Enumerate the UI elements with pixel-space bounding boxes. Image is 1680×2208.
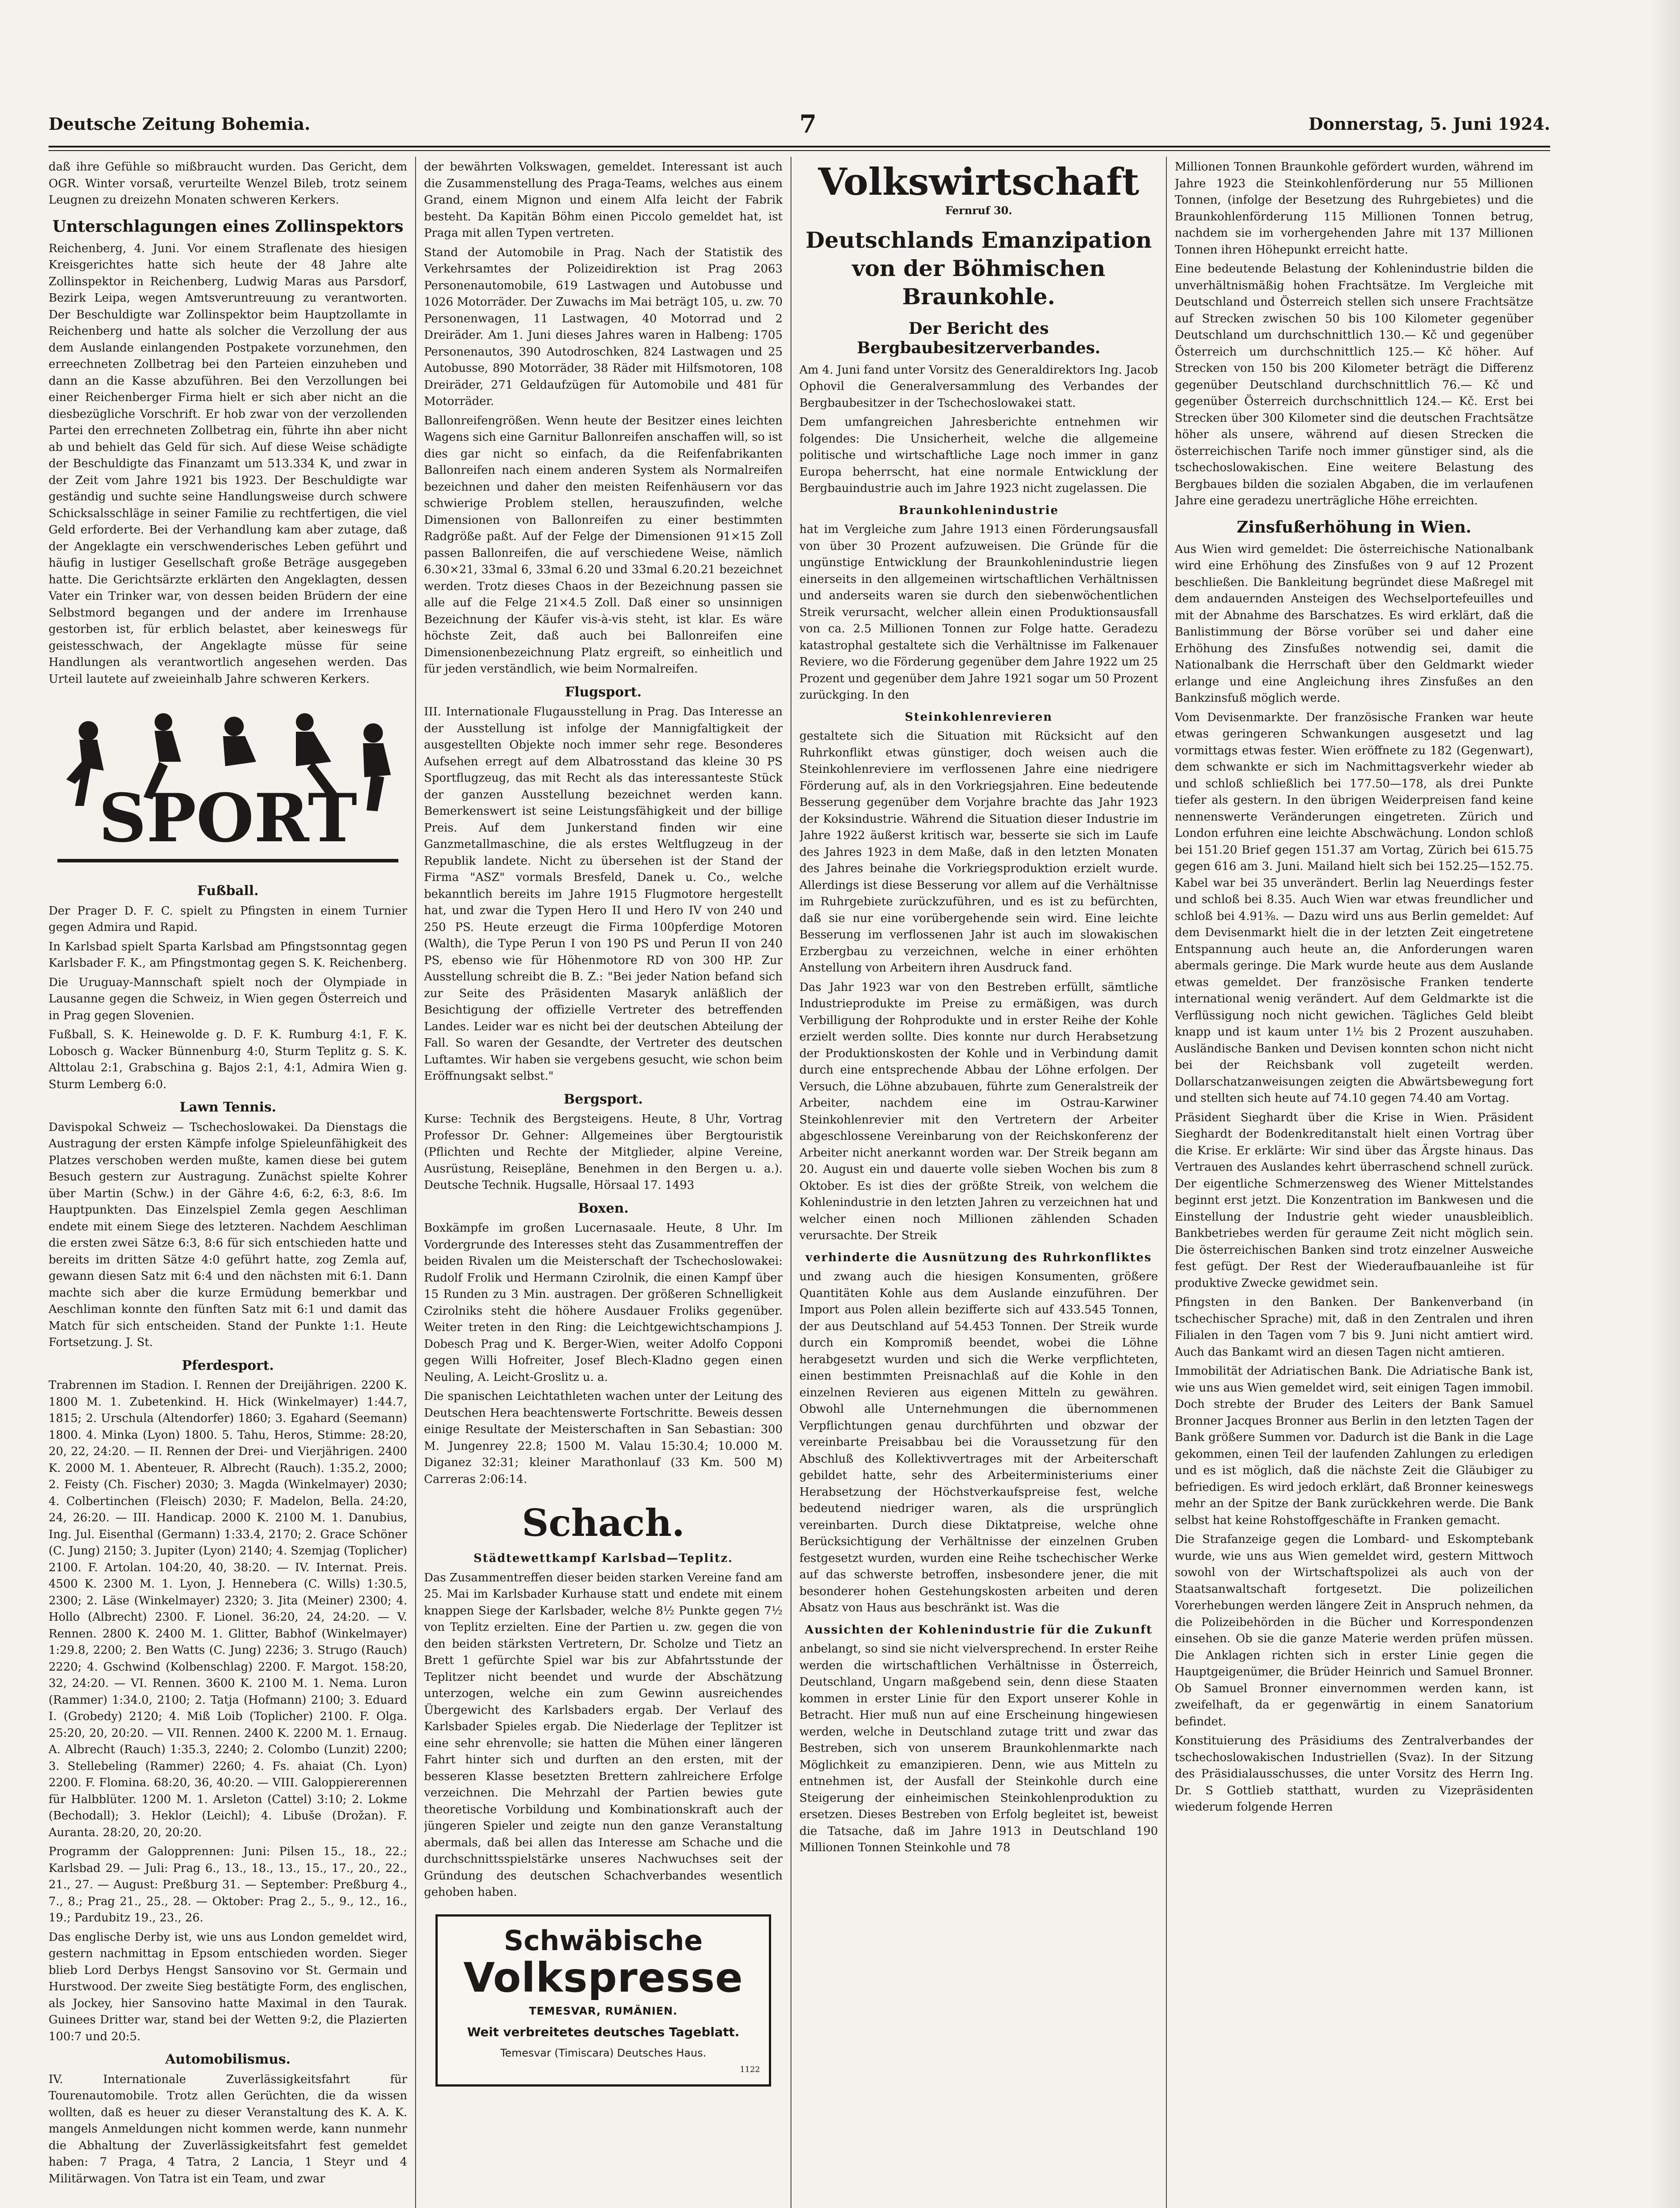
section-heading: Flugsport. (565, 684, 642, 700)
column-3 (799, 159, 1158, 2208)
chess-section-title: Schach. (522, 1501, 685, 1545)
article-text: Reichenberg, 4. Juni. Vor einem Straflenate des hiesigen Kreisgerichtes hatte sich heute der 48 Jahre alte Zollinspektor in Reichenberg, Ludwig Maras aus Parsdorf, Bezirk Leipa, wegen Amtsveruntreuung zu verantworten. Der Beschuldigte war Zollinspektor beim Hauptzollamte in Reichenberg und hatte als solcher die Verzollung der aus dem Auslande einlangenden Postpakete vorzunehmen, den erreechneten Zollbetrag bei den Parteien einzuheben und dann an die Kasse abzuführen. Bei den Verzollungen bei einer Reichenberger Firma hielt er sich aber nicht an die diesbezügliche Vorschrift. Er hob zwar von der verzollenden Partei den errechneten Zollbetrag ein, führte ihn aber nicht ab und behielt das Geld für sich. Auf diese Weise schädigte der Beschuldigte das Finanzamt um 513.334 K, und zwar in der Zeit vom Jahre 1921 bis 1923. Der Beschuldigte war geständig und suchte seine Handlungsweise durch schwere Schicksalsschläge in seiner Familie zu rechtfertigen, die viel Geld erforderte. Bei der Verhandlung kam aber zutage, daß der Angeklagte ein verschwenderisches Leben geführt und häufig in lustiger Gesellschaft große Beträge ausgegeben hatte. Die Gerichtsärzte erklärten den Angeklagten, dessen Vater ein Trinker war, von dessen beiden Brüdern der eine Selbstmord begangen und der andere im Irrenhause gestorben ist, für erblich belastet, aber keineswegs für geistesschwach, der Angeklagte müsse für seine Handlungen als verantwortlich angesehen werden. Das Urteil lautete auf zweieinhalb Jahre schweren Kerkers. (49, 242, 407, 686)
article-text: Die spanischen Leichtathleten wachen unter der Leitung des Deutschen Hera beachtenswerte Fortschritte. Beweis dessen einige Resultate der Meisterschaften in San Sebastian: 300 M. Jungenrey 22.8; 1500 M. Valau 15:30.4; 10.000 M. Diganez 32:31; kleiner Marathonlauf (33 Km. 500 M) Carreras 2:06:14. (424, 1390, 783, 1486)
column-divider (415, 157, 416, 2208)
article-text: Das Jahr 1923 war von den Bestreben erfüllt, sämtliche Industrieprodukte im Preise zu ermäßigen, was durch Verbilligung der Rohprodukte und in erster Reihe der Kohle erzielt werden sollte. Dies konnte nur durch Herabsetzung der Produktionskosten der Kohle und in Verbindung damit durch eine entsprechende Abbau der Löhne erfolgen. Der Versuch, die Löhne abzubauen, führte zum Generalstreik der Arbeiter, nachdem eine im Ostrau-Karwiner Steinkohlenrevier mit den Vertretern der Arbeiter abgeschlossene Vereinbarung von der Reichskonferenz der Arbeiter nicht anerkannt worden war. Der Streik begann am 20. August ein und dauerte volle sieben Wochen bis zum 8 Oktober. Es ist dies der größte Streik, von welchem die Kohlenindustrie in den letzten Jahren zu verzeichnen hat und welcher einen noch Millionen zählenden Schaden verursachte. Der Streik (799, 980, 1158, 1242)
article-text: Trabrennen im Stadion. I. Rennen der Dreijährigen. 2200 K. 1800 M. 1. Zubetenkind. H. Hick (Winkelmayer) 1:44.7, 1815; 2. Urschula (Altendorfer) 1860; 3. Egahard (Seemann) 1800. 4. Minka (Lyon) 1800. 5. Tahu, Heros, Stimme: 28:20, 20, 22, 24:20. — II. Rennen der Drei- und Vierjährigen. 2400 K. 2000 M. 1. Abenteuer, R. Albrecht (Rauch). 1:35.2, 2000; 2. Feisty (Ch. Fischer) 2030; 3. Magda (Winkelmayer) 2030; 4. Colbertinchen (Fleisch) 2030; F. Madelon, Bella. 24:20, 24, 26:20. — III. Handicap. 2000 K. 2100 M. 1. Danubius, Ing. Jul. Eisenthal (Germann) 1:33.4, 2170; 2. Grace Schöner (C. Jung) 2150; 3. Jupiter (Lyon) 2140; 4. Szemjag (Toplicher) 2100. F. Artolan. 104:20, 40, 38:20. — IV. Internat. Preis. 4500 K. 2300 M. 1. Lyon, J. Hennebera (C. Wills) 1:30.5, 2300; 2. Läse (Winkelmayer) 2320; 3. Jita (Meiner) 2300; 4. Hollo (Albrecht) 2300. F. Lionel. 36:20, 24, 24:20. — V. Rennen. 2800 K. 2400 M. 1. Glitter, Babhof (Winkelmayer) 1:29.8, 2200; 2. Ben Watts (C. Jung) 2236; 3. Strugo (Rauch) 2220; 4. Gschwind (Kolbenschlag) 2200. F. Margot. 158:20, 32, 24:20. — VI. Rennen. 3600 K. 2100 M. 1. Nema. Luron (Rammer) 1:34.0, 2100; 2. Tatja (Hofmann) 2100; 3. Eduard I. (Grobedy) 2120; 4. Miß Loib (Toplicher) 2100. F. Olga. 25:20, 20, 20:20. — VII. Rennen. 2400 K. 2200 M. 1. Ernaug. A. Albrecht (Rauch) 1:35.3, 2240; 2. Colombo (Lunzit) 2200; 3. Stellebeling (Rammer) 2260; 4. Fs. ahaiat (Ch. Lyon) 2200. F. Flomina. 68:20, 36, 40:20. — VIII. Galoppiererennen für Halbblüter. 1200 M. 1. Arsleton (Cattel) 3:10; 2. Lokme (Bechodall); 3. Heklor (Leichl); 4. Libuše (Drožan). F. Auranta. 28:20, 20, 20:20. (49, 1379, 407, 1839)
article-text: Programm der Galopprennen: Juni: Pilsen 15., 18., 22.; Karlsbad 29. — Juli: Prag 6., 13., 18., 13., 15., 17., 20., 22., 21., 27. — August: Preßburg 31. — September: Preßburg 4., 7., 8.; Prag 21., 25., 28. — Oktober: Prag 2., 5., 9., 12., 16., 19.; Pardubitz 19., 23., 26. (49, 1845, 407, 1924)
header-rule (49, 146, 1550, 147)
section-phone: Fernruf 30. (945, 204, 1012, 217)
column-2 (424, 159, 783, 2208)
article-text: Ballonreifengrößen. Wenn heute der Besitzer eines leichten Wagens sich eine Garnitur Ballonreifen anschaffen will, so ist dies gar nicht so einfach, da die Reifenfabrikanten Ballonreifen nach einem anderen System als Normalreifen bezeichnen und daher den meisten Reifenhäusern vor das schwierige Problem stellen, herauszufinden, welche Dimensionen von Ballonreifen zu einer bestimmten Radgröße paßt. Auf der Felge der Dimensionen 91×15 Zoll passen Ballonreifen, die auf verschiedene Weise, nämlich 6.30×21, 33mal 6, 33mal 6.20 und 33mal 6.20.21 bezeichnet werden. Trotz dieses Chaos in der Bezeichnung passen sie alle auf die Felge 21×4.5 Zoll. Daß einer so unsinnigen Bezeichnung der Käufer vis-à-vis steht, ist klar. Es wäre höchste Zeit, daß auch bei Ballonreifen eine Dimensionenbezeichnung Platz ergreift, so einheitlich und für jeden verständlich, wie beim Normalreifen. (424, 414, 783, 676)
article-text: der bewährten Volkswagen, gemeldet. Interessant ist auch die Zusammenstellung des Praga-Teams, welches aus einem Grand, einem Mignon und einem Alfa leicht der Fabrik besteht. Da Kapitän Böhm einen Piccolo gemeldet hat, ist Praga mit allen Typen vertreten. (424, 160, 783, 240)
article-text: In Karlsbad spielt Sparta Karlsbad am Pfingstsonntag gegen Karlsbader F. K., am Pfingstmontag gegen S. K. Reichenberg. (49, 940, 407, 970)
article-text: Konstituierung des Präsidiums des Zentralverbandes der tschechoslowakischen Industriellen (Svaz). In der Sitzung des Präsidialausschusses, die unter Vorsitz des Herrn Ing. Dr. S Gottlieb statthatt, wurden zu Vizepräsidenten wiederum folgende Herren (1175, 1734, 1533, 1814)
sport-banner (49, 696, 407, 872)
article-text: Der Prager D. F. C. spielt zu Pfingsten in einem Turnier gegen Admira und Rapid. (49, 904, 407, 934)
article-text: Pfingsten in den Banken. Der Bankenverband (in tschechischer Sprache) mit, daß in den Zentralen und ihren Filialen in den Tagen vom 7 bis 9. Juni nicht amtiert wird. Auch das Bankamt wird an diesen Tagen nicht amtieren. (1175, 1296, 1533, 1359)
article-headline: Deutschlands Emanzipation von der Böhmischen Braunkohle. (805, 227, 1152, 310)
page-edge-shadow (1649, 0, 1680, 2208)
ad-title-line2: Volkspresse (463, 1954, 743, 2001)
ad-address: Temesvar (Timiscara) Deutsches Haus. (500, 2046, 707, 2059)
article-text: Aus Wien wird gemeldet: Die österreichische Nationalbank wird eine Erhöhung des Zinsfußes von 9 auf 12 Prozent beschließen. Die Bankleitung begründet diese Maßregel mit dem andauernden Ansteigen des Wechselportefeuilles und mit der Abnahme des Barschatzes. Es wird erklärt, daß die Banlistimmung der Börse vorüber sei und daher eine Erhöhung des Zinsfußes notwendig sei, damit die Nationalbank die Herrschaft über den Geldmarkt wieder erlange und eine Angleichung ihres Zinsfußes an den Bankzinsfuß möglich werde. (1175, 542, 1533, 705)
article-text: Davispokal Schweiz — Tschechoslowakei. Da Dienstags die Austragung der ersten Kämpfe infolge Spieleunfähigkeit des Platzes verschoben werden mußte, kamen diese bei gutem Besuch gestern zur Austragung. Zunächst spielte Kohrer über Martin (Schw.) in der Gähre 4:6, 6:2, 6:3, 8:6. Im Hauptpunkten. Das Einzelspiel Zemla gegen Aeschliman endete mit einem Siege des letzteren. Nachdem Aeschliman die ersten zwei Sätze 6:3, 8:6 für sich entschieden hatte und bereits im dritten Sätze 4:0 geführt hatte, zog Zemla auf, gewann diesen Satz mit 6:4 und den nächsten mit 6:1. Dann machte sich aber die kurze Ermüdung bemerkbar und Aeschliman konnte den fünften Satz mit 6:1 und damit das Match für sich entscheiden. Stand der Punkte 1:1. Heute Fortsetzung. J. St. (49, 1120, 407, 1349)
article-text: III. Internationale Flugausstellung in Prag. Das Interesse an der Ausstellung ist infolge der Mannigfaltigkeit der ausgestellten Objekte noch immer sehr rege. Besonderes Aufsehen erregt auf dem Albatrosstand das kleine 30 PS Sportflugzeug, das mit Recht als das interessanteste Stück der ganzen Ausstellung bezeichnet werden kann. Bemerkenswert ist seine Leistungsfähigkeit und der billige Preis. Auf dem Junkerstand finden wir eine Ganzmetallmaschine, die als erstes Weltflugzeug in der Republik landete. Nicht zu übersehen ist der Stand der Firma "ASZ" vormals Bresfeld, Danek u. Co., welche bekanntlich bereits im Jahre 1915 Flugmotore hergestellt hat, und zwar die Typen Hero II und Hero IV von 240 und 250 PS. Heute erzeugt die Firma 100pferdige Motoren (Walth), die Type Perun I von 190 PS und Perun II von 240 PS, ebenso wie für Höhenmotore RD von 300 HP. Zur Ausstellung schreibt die B. Z.: "Bei jeder Nation befand sich zur Seite des Präsidenten Masaryk anläßlich der Besichtigung der offizielle Vertreter des betreffenden Landes. Leider war es nicht bei der deutschen Abteilung der Fall. So waren der Gesandte, der Vertreter des deutschen Luftamtes. Wir haben sie vergebens gesucht, wie schon beim Eröffnungsakt selbst." (424, 705, 783, 1083)
article-text: Am 4. Juni fand unter Vorsitz des Generaldirektors Ing. Jacob Ophovil die Generalversammlung des Verbandes der Bergbaubesitzer in der Tschechoslowakei statt. (799, 363, 1158, 410)
issue-date: Donnerstag, 5. Juni 1924. (1308, 114, 1550, 134)
section-subheading: Aussichten der Kohlenindustrie für die Zukunft (805, 1623, 1153, 1637)
section-heading: Fußball. (197, 883, 259, 899)
article-text: Stand der Automobile in Prag. Nach der Statistik des Verkehrsamtes der Polizeidirektion ist Prag 2063 Personenautomobile, 619 Lastwagen und Autobusse und 1026 Motorräder. Der Zuwachs im Mai beträgt 105, u. zw. 70 Personenwagen, 11 Lastwagen, 40 Motorrad und 2 Dreiräder. Am 1. Juni dieses Jahres waren in Halbeng: 1705 Personenautos, 390 Autodroschken, 824 Lastwagen und 25 Autobusse, 890 Motorräder, 38 Räder mit Hilfsmotoren, 108 Dreiräder, 271 Geldaufzügen für Automobile und 481 für Motorräder. (424, 246, 783, 408)
article-text: Das englische Derby ist, wie uns aus London gemeldet wird, gestern nachmittag in Epsom entschieden worden. Sieger blieb Lord Derbys Hengst Sansovino vor St. Germain und Hurstwood. Der zweite Sieg bestätigte Form, des englischen, als Jockey, hier Sansovino hatte Maximal in den Taurak. Guinees Dritter war, stand bei der Wetten 9:2, die Plazierten 100:7 und 20:5. (49, 1930, 407, 2043)
section-title: Volkswirtschaft (818, 160, 1139, 204)
article-headline: Unterschlagungen eines Zollinspektors (52, 217, 404, 236)
header-rule-thin (49, 150, 1550, 151)
section-subheading: verhinderte die Ausnützung des Ruhrkonfliktes (806, 1251, 1152, 1264)
section-subheading: Städtewettkampf Karlsbad—Teplitz. (473, 1552, 733, 1565)
article-text: und zwang auch die hiesigen Konsumenten, größere Quantitäten Kohle aus dem Auslande einzuführen. Der Import aus Polen allein bezifferte sich auf 433.545 Tonnen, der aus Deutschland auf 54.453 Tonnen. Der Streik wurde durch ein Kompromiß beendet, wobei die Löhne herabgesetzt wurden und sich die Werke verpflichteten, einen bestimmten Preisnachlaß auf die Kohle in den einzelnen Revieren aus eigenen Mitteln zu gewähren. Obwohl alle Unternehmungen die übernommenen Verpflichtungen genau durchführten und obzwar der vereinbarte Preisabbau bei die Voraussetzung für den Abschluß des Kollektivvertrages mit der Arbeiterschaft gebildet hatte, sehr des Arbeiterministeriums einer Herabsetzung der Höchstverkaufspreise fest, welche bedeutend niedriger waren, als die ursprünglich vereinbarten. Durch diese Diktatpreise, welche ohne Berücksichtigung der Verhältnisse der einzelnen Gruben festgesetzt wurden, wurden eine Reihe tschechischer Werke auf das schwerste betroffen, insbesondere jener, die mit besonderer hohen Gestehungskosten arbeiten und deren Absatz von Haus aus beschränkt ist. Was die (799, 1270, 1158, 1614)
article-text: hat im Vergleiche zum Jahre 1913 einen Förderungsausfall von über 30 Prozent aufzuweisen. Die Gründe für die ungünstige Entwicklung der Braunkohlenindustrie liegen einerseits in den allgemeinen wirtschaftlichen Verhältnissen und anderseits waren sie durch den siebenwöchentlichen Streik verursacht, welcher allein einen Produktionsausfall von ca. 2.5 Millionen Tonnen zur Folge hatte. Geradezu katastrophal gestaltete sich die Verhältnisse im Falkenauer Reviere, wo die Förderung gegenüber dem Jahre 1922 um 25 Prozent und gegenüber dem Jahre 1921 sogar um 50 Prozent zurückging. In den (799, 523, 1158, 702)
section-subheading: Steinkohlenrevieren (904, 710, 1053, 724)
article-text: Das Zusammentreffen dieser beiden starken Vereine fand am 25. Mai im Karlsbader Kurhause statt und endete mit einem knappen Siege der Karlsbader, welche 8½ Punkte gegen 7½ von Teplitz erzielten. Eine der Partien u. zw. gegen die von den beiden stärksten Vertretern, Dr. Scholze und Tietz an Brett 1 gefürchte Spiel war bis zur Abfahrtsstunde der Teplitzer nicht beendet und wurde der Abschätzung unterzogen, welche ein zum Gewinn ausreichendes Übergewicht des Karlsbaders ergab. Der Verlauf des Karlsbader Spieles ergab. Die Niederlage der Teplitzer ist eine sehr ehrenvolle; sie hatten die Mühen einer längeren Fahrt hinter sich und durften an den ersten, mit der besseren Klasse besetzten Brettern zahlreichere Erfolge verzeichnen. Die Mehrzahl der Partien bewies gute theoretische Vorbildung und Kombinationskraft auch der jüngeren Spieler und zeigte nun den ganze Veranstaltung abermals, daß bei allen das Interesse am Schache und die durchschnittsspielstärke unseres Nachwuchses seit der Gründung des deutschen Schachverbandes wesentlich gehoben haben. (424, 1571, 783, 1899)
ad-location: TEMESVAR, RUMÄNIEN. (529, 2004, 678, 2017)
ad-number: 1122 (740, 2065, 760, 2074)
sport-banner-illustration (49, 696, 407, 872)
ad-tagline: Weit verbreitetes deutsches Tageblatt. (467, 2025, 740, 2039)
article-text: Dem umfangreichen Jahresberichte entnehmen wir folgendes: Die Unsicherheit, welche die allgemeine politische und wirtschaftliche Lage noch immer in ganz Europa beherrscht, hat eine normale Entwicklung der Bergbauindustrie auch im Jahre 1923 nicht zugelassen. Die (799, 416, 1158, 495)
article-subheadline: Der Bericht des Bergbaubesitzerverbandes. (857, 319, 1101, 357)
page-number: 7 (799, 110, 817, 139)
article-text: Immobilität der Adriatischen Bank. Die Adriatische Bank ist, wie uns aus Wien gemeldet wird, seit einigen Tagen immobil. Doch strebte der Bruder des Leiters der Bank Samuel Bronner Jacques Bronner aus Berlin in den letzten Tagen der Bank größere Summen vor. Dadurch ist die Bank in die Lage gekommen, einen Teil der laufenden Zahlungen zu erledigen und es ist möglich, daß die nächste Zeit die Gläubiger zu befriedigen. Es wird jedoch erklärt, daß Bronner keineswegs mehr an der Spitze der Bank zurückkehren werde. Die Bank selbst hat keine Rohstoffgeschäfte in Franken gemacht. (1175, 1365, 1533, 1527)
article-text: daß ihre Gefühle so mißbraucht wurden. Das Gericht, dem OGR. Winter vorsaß, verurteilte Wenzel Bileb, trotz seinem Leugnen zu dreizehn Monaten schweren Kerkers. (49, 160, 407, 207)
section-subheading: Braunkohlenindustrie (898, 503, 1059, 517)
section-heading: Lawn Tennis. (179, 1100, 276, 1115)
sport-banner-text: SPORT (98, 779, 357, 857)
article-text: Die Strafanzeige gegen die Lombard- und Eskomptebank wurde, wie uns aus Wien gemeldet wird, gestern Mittwoch sowohl von der Wirtschaftspolizei als auch von der Staatsanwaltschaft fortgesetzt. Die polizeilichen Vorerhebungen werden längere Zeit in Anspruch nehmen, da die Polizeibehörden in die Bücher und Korrespondenzen einsehen. Ob sie die ganze Materie werden prüfen müssen. Die Anklagen richten sich in erster Linie gegen die Hauptgeigenümer, die Brüder Heinrich und Samuel Bronner. Ob Samuel Bronner einvernommen werden kann, ist zweifelhaft, da er gegenwärtig in einem Sanatorium befindet. (1175, 1533, 1533, 1728)
article-text: anbelangt, so sind sie nicht vielversprechend. In erster Reihe werden die wirtschaftlichen Verhältnisse in Österreich, Deutschland, Ungarn maßgebend sein, denn diese Staaten kommen in erster Linie für den Export unserer Kohle in Betracht. Hier muß nun auf eine Erscheinung hingewiesen werden, welche in Deutschland zutage tritt und zwar das Bestreben, sich von unserem Braunkohlenmarkte nach Möglichkeit zu emanzipieren. Denn, wie aus Mitteln zu entnehmen ist, der Ausfall der Steinkohle durch eine Steigerung der einheimischen Steinkohlenproduktion zu ersetzen. Dieses Bestreben von Erfolg begleitet ist, beweist die Tatsache, daß im Jahre 1913 in Deutschland 190 Millionen Tonnen Steinkohle und 78 (799, 1642, 1158, 1854)
ad-title-line1: Schwäbische (503, 1924, 703, 1957)
article-text: Präsident Sieghardt über die Krise in Wien. Präsident Sieghardt der Bodenkreditanstalt hielt einen Vortrag über die Krise. Er erklärte: Wir sind über das Ärgste hinaus. Das Vertrauen des Auslandes kehrt überraschend schnell zurück. Der eigentliche Schmerzensweg des Wiener Mittelstandes beginnt erst jetzt. Die Konzentration im Bankwesen und die Einstellung der Industrie geht wieder unausbleiblich. Bankbetriebes werden für geraume Zeit nicht möglich sein. Die österreichischen Banken sind trotz einzelner Ausweiche fest gefügt. Der Rest der Wiederaufbauanleihe ist für produktive Zwecke gewidmet sein. (1175, 1111, 1533, 1290)
article-text: Boxkämpfe im großen Lucernasaale. Heute, 8 Uhr. Im Vordergrunde des Interesses steht das Zusammentreffen der beiden Rivalen um die Meisterschaft der Tschechoslowakei: Rudolf Frolik und Hermann Czirolnik, die einen Kampf über 15 Runden zu 3 Min. austragen. Der größeren Schnelligkeit Czirolniks steht die höhere Ausdauer Froliks gegenüber. Weiter treten in den Ring: die Leichtgewichtschampions J. Dobesch Prag und K. Berger-Wien, weiter Adolfo Copponi gegen Willi Hofreiter, Josef Blech-Kladno gegen einen Neuling, A. Leicht-Groslitz u. a. (424, 1221, 783, 1384)
article-text: Eine bedeutende Belastung der Kohlenindustrie bilden die unverhältnismäßig hohen Frachtsätze. Im Vergleiche mit Deutschland und Österreich stellen sich unsere Frachtsätze auf Strecken zwischen 50 bis 100 Kilometer gegenüber Deutschland um durchschnittlich 130.— Kč und gegenüber Österreich um durchschnittlich 125.— Kč höher. Auf Strecken von 150 bis 200 Kilometer beträgt die Differenz gegenüber Deutschland durchschnittlich 76.— Kč und gegenüber Österreich durchschnittlich 124.— Kč. Erst bei Strecken über 300 Kilometer sind die deutschen Frachtsätze höher als unsere, während auf diesen Strecken die österreichischen Tarife noch immer günstiger sind, als die tschechoslowakischen. Eine weitere Belastung des Bergbaues bilden die sozialen Abgaben, die im verlaufenen Jahre eine geradezu unerträgliche Höhe erreichten. (1175, 262, 1533, 507)
article-text: Fußball, S. K. Heinewolde g. D. F. K. Rumburg 4:1, F. K. Lobosch g. Wacker Bünnenburg 4:0, Sturm Teplitz g. S. K. Alttolau 2:1, Grabschina g. Bajos 2:1, 4:1, Admira Wien g. Sturm Lemberg 6:0. (49, 1028, 407, 1091)
section-heading: Pferdesport. (182, 1357, 274, 1373)
section-heading: Automobilismus. (165, 2052, 291, 2067)
article-text: gestaltete sich die Situation mit Rücksicht auf den Ruhrkonflikt etwas günstiger, doch weisen auch die Steinkohlenreviere im verflossenen Jahre eine niedrigere Förderung auf, als in den Vorkriegsjahren. Eine bedeutende Besserung gegenüber dem Vorjahre brachte das Jahr 1923 der Koksindustrie. Während die Situation dieser Industrie im Jahre 1922 äußerst kritisch war, besserte sie sich im Laufe des Jahres 1923 in dem Maße, daß in den letzten Monaten des Jahres beinahe die Vorkriegsproduktion erzielt wurde. Allerdings ist diese Besserung vor allem auf die Verhältnisse im Ruhrgebiete zurückzuführen, und es ist zu befürchten, daß sie nur eine vorübergehende sein wird. Eine leichte Besserung im verflossenen Jahr ist auch im slowakischen Erzbergbau zu verzeichnen, welche in einer erhöhten Anstellung von Arbeitern ihren Ausdruck fand. (799, 730, 1158, 975)
article-headline: Zinsfußerhöhung in Wien. (1237, 518, 1472, 537)
section-heading: Boxen. (578, 1200, 629, 1216)
article-text: IV. Internationale Zuverlässigkeitsfahrt für Tourenautomobile. Trotz allen Gerüchten, die da wissen wollten, daß es heuer zu dieser Veranstaltung des K. A. K. mangels Anmeldungen nicht kommen werde, kann nunmehr die Abhaltung der Zuverlässigkeitsfahrt fest gemeldet haben: 7 Praga, 4 Tatra, 2 Lancia, 1 Steyr und 4 Militärwagen. Von Tatra ist ein Team, und zwar (49, 2072, 407, 2185)
section-heading: Bergsport. (564, 1091, 643, 1107)
column-4 (1175, 159, 1533, 2208)
page-header (49, 110, 1550, 140)
advertisement (435, 1914, 771, 2087)
article-text: Die Uruguay-Mannschaft spielt noch der Olympiade in Lausanne gegen die Schweiz, in Wien gegen Österreich und in Prag gegen Slovenien. (49, 975, 407, 1022)
column-1 (49, 159, 407, 2208)
newspaper-name: Deutsche Zeitung Bohemia. (49, 114, 310, 134)
column-divider (1166, 157, 1167, 2208)
article-text: Millionen Tonnen Braunkohle gefördert wurden, während im Jahre 1923 die Steinkohlenförderung nur 55 Millionen Tonnen, (infolge der Besetzung des Ruhrgebietes) und die Braunkohlenförderung 115 Millionen Tonnen betrug, nachdem sie im vorhergehenden Jahre mit 137 Millionen Tonnen ihren Höhepunkt erreicht hatte. (1175, 160, 1533, 257)
article-text: Vom Devisenmarkte. Der französische Franken war heute etwas geringeren Schwankungen ausgesetzt und lag vormittags etwas fester. Wien eröffnete zu 182 (Gegenwart), dem schwankte er sich im Nachmittagsverkehr wieder ab und schloß schließlich bei 177.50—178, als drei Punkte tiefer als gestern. In den übrigen Weiderpreisen fand keine nennenswerte Veränderungen eingetreten. Zürich und London erfuhren eine leichte Abschwächung. London schloß bei 151.20 Brief gegen 151.37 am Vortag, Zürich bei 615.75 gegen 616 am 3. Juni. Mailand hielt sich bei 152.25—152.75. Kabel war bei 35 unverändert. Berlin lag Neuerdings fester und schloß bei 8.35. Auch Wien war etwas freundlicher und schloß bei 4.91⅜. — Dazu wird uns aus Berlin gemeldet: Auf dem Devisenmarkt hielt die in der letzten Zeit eingetretene Entspannung auch heute an, die Anforderungen waren abermals geringe. Die Mark wurde heute aus dem Auslande etwas gemeldet. Der französische Franken tenderte international wenig verändert. Auf dem Geldmarkte ist die Verflüssigung noch nicht gewichen. Tägliches Geld bleibt knapp und ist kaum unter 1½ bis 2 Prozent auszuhaben. Ausländische Banken und Devisen konnten schon nicht nicht bei der Reichsbank voll zugeteilt werden. Dollarschatzanweisungen zeigten die Abwärtsbewegung fort und stellten sich heute auf 74.10 gegen 74.40 am Vortag. (1175, 711, 1533, 1105)
article-text: Kurse: Technik des Bergsteigens. Heute, 8 Uhr, Vortrag Professor Dr. Gehner: Allgemeines über Bergtouristik (Pflichten und Rechte der Mitglieder, alpine Vereine, Ausrüstung, Reisepläne, Benehmen in den Bergen u. a.). Deutsche Technik. Hugsalle, Hörsaal 17. 1493 (424, 1112, 783, 1192)
